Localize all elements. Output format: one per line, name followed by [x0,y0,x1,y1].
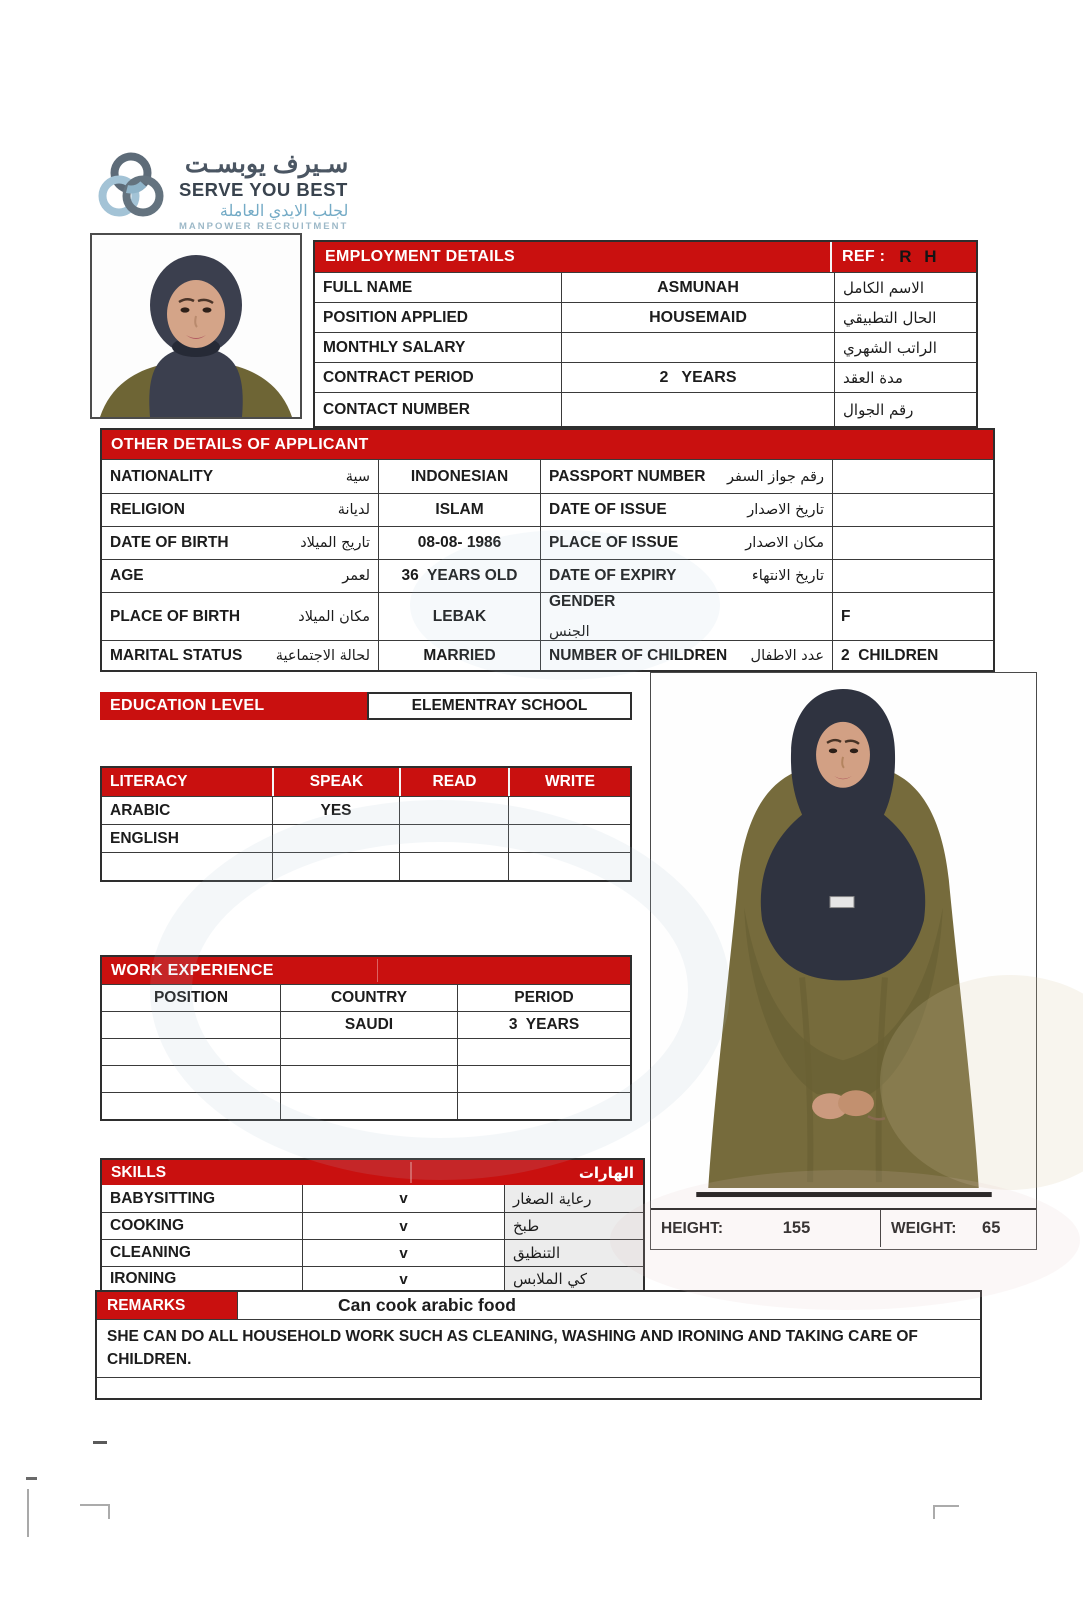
field-value: ASMUNAH [561,273,834,302]
field-value: F [832,593,993,640]
education-level-value: ELEMENTRAY SCHOOL [367,692,632,720]
applicant-portrait-photo [90,233,302,419]
scan-artifact-corner [933,1505,959,1519]
column-header: SPEAK [272,768,399,796]
field-value: INDONESIAN [378,460,540,493]
period-cell [457,1066,630,1092]
field-value [561,333,834,362]
other-details-table [100,428,995,672]
skill-label-arabic: طبخ [504,1213,643,1239]
read-cell [399,825,508,852]
scan-artifact-line [27,1489,29,1537]
column-header: PERIOD [457,985,630,1011]
logo-arabic-subtitle: لجلب الايدي العاملة [219,202,349,220]
table-row [102,493,993,526]
scan-artifact-dash [93,1441,107,1444]
remarks-headline: Can cook arabic food [237,1292,980,1319]
field-value: 08-08- 1986 [378,527,540,559]
table-row [315,272,976,302]
skills-title: SKILLS [111,1163,167,1181]
field-label-arabic: الحال التطبيقي [834,303,976,332]
field-label-arabic: رقم الجوال [834,393,976,426]
skill-check: v [302,1213,504,1239]
table-row [102,1185,643,1212]
field-label-arabic: مدة العقد [834,363,976,392]
remarks-section [95,1290,982,1400]
read-cell [399,853,508,880]
position-cell [102,1093,280,1119]
field-label-arabic: الاسم الكامل [834,273,976,302]
logo-text-block [179,146,348,232]
field-label: PLACE OF ISSUE مكان الاصدار [540,527,832,559]
table-row [102,559,993,592]
field-label: GENDER الجنس [540,593,832,640]
education-level-label: EDUCATION LEVEL [100,692,367,720]
field-value: 2 YEARS [561,363,834,392]
table-row [102,1092,630,1119]
skills-table [100,1158,645,1293]
body-stats-row [651,1210,1036,1247]
employment-details-table [313,240,978,428]
field-value [832,460,993,493]
skill-label: CLEANING [110,1244,191,1261]
column-header: LITERACY [102,768,272,796]
skill-label: IRONING [110,1270,177,1287]
skill-label-arabic: التنظيق [504,1240,643,1266]
table-row [102,1212,643,1239]
country-cell [280,1039,457,1065]
column-header: WRITE [508,768,630,796]
field-label: AGE لعمر [110,567,370,584]
field-value [561,393,834,426]
speak-cell [272,853,399,880]
employment-title: EMPLOYMENT DETAILS [315,242,830,272]
field-label: RELIGION لديانة [110,501,370,518]
position-cell [102,1039,280,1065]
work-experience-table [100,955,632,1121]
work-experience-header-row [102,984,630,1011]
remarks-empty-row [97,1377,980,1398]
table-row [315,332,976,362]
speak-cell: YES [272,797,399,824]
language-cell: ARABIC [110,801,171,819]
field-value: LEBAK [378,593,540,640]
country-cell [280,1066,457,1092]
skill-label: COOKING [110,1217,185,1234]
table-row [102,1065,630,1092]
field-value: MARRIED [378,641,540,670]
logo-subtitle: MANPOWER RECRUITMENT [179,220,349,232]
table-row [102,459,993,493]
period-cell [457,1093,630,1119]
table-row [102,1011,630,1038]
ref-cell [830,242,976,272]
table-row [102,852,630,880]
remarks-body: SHE CAN DO ALL HOUSEHOLD WORK SUCH AS CLEANING, WASHING AND IRONING AND TAKING CARE OF CHILDREN. [97,1319,980,1377]
field-value [832,560,993,592]
field-label: CONTRACT PERIOD [323,368,474,386]
employment-header-row [315,242,976,272]
language-cell: ENGLISH [110,829,179,847]
skill-check: v [302,1240,504,1266]
field-label: PASSPORT NUMBER رقم جواز السفر [540,460,832,493]
applicant-fullbody-photo-panel [650,672,1037,1250]
literacy-header-row [102,768,630,796]
table-row [102,526,993,559]
write-cell [508,797,630,824]
column-header: READ [399,768,508,796]
table-row [102,824,630,852]
logo-knot-icon [95,146,167,233]
skill-check: v [302,1185,504,1212]
speak-cell [272,825,399,852]
table-row [102,640,993,670]
table-row [102,592,993,640]
scan-artifact-dash [26,1477,37,1480]
table-row [315,302,976,332]
skill-label-arabic: كي الملابس [504,1267,643,1291]
column-header: POSITION [153,989,229,1006]
field-value: 2 CHILDREN [832,641,993,670]
table-row [315,362,976,392]
period-cell [457,1039,630,1065]
literacy-table [100,766,632,882]
write-cell [508,825,630,852]
skills-header-row [102,1160,643,1185]
height-value: 155 [782,1219,811,1237]
work-experience-title: WORK EXPERIENCE [102,957,630,984]
table-row [315,392,976,426]
field-value: ISLAM [378,494,540,526]
field-label: DATE OF BIRTH تاريج الميلاد [110,534,370,551]
applicant-fullbody-photo [651,673,1036,1210]
field-label: NUMBER OF CHILDREN عدد الاطفال [540,641,832,670]
skill-label: BABYSITTING [110,1189,216,1207]
field-label: FULL NAME [323,278,413,296]
period-cell: 3 YEARS [457,1012,630,1038]
position-cell [102,1012,280,1038]
table-row [102,1266,643,1291]
remarks-title: REMARKS [97,1292,237,1319]
weight-label: WEIGHT: [891,1219,957,1237]
field-label: DATE OF EXPIRY تاريخ الانتهاء [540,560,832,592]
field-value: HOUSEMAID [561,303,834,332]
remarks-header-row [97,1292,980,1319]
country-cell: SAUDI [280,1012,457,1038]
field-value: 36 YEARS OLD [378,560,540,592]
agency-logo [95,146,348,233]
field-label: DATE OF ISSUE تاريخ الاصدار [540,494,832,526]
other-details-title: OTHER DETAILS OF APPLICANT [102,430,993,459]
country-cell [280,1093,457,1119]
logo-arabic-title: سـيرف يوبسـت [184,150,349,178]
skill-check: v [302,1267,504,1291]
height-label: HEIGHT: [661,1219,723,1237]
table-row [102,1239,643,1266]
scan-artifact-corner [80,1504,110,1519]
field-label: PLACE OF BIRTH مكان الميلاد [110,607,370,625]
ref-value: R H [899,247,941,266]
field-value [832,527,993,559]
field-label: MONTHLY SALARY [323,338,466,356]
field-label: POSITION APPLIED [323,308,468,326]
field-label: CONTACT NUMBER [323,400,470,418]
write-cell [508,853,630,880]
language-cell [102,853,272,880]
field-label: NATIONALITY سية [110,467,370,485]
field-label: MARITAL STATUS لحالة الاجتماعية [110,646,370,664]
field-value [832,494,993,526]
skills-title-arabic: الهارات [578,1163,634,1182]
weight-value: 65 [982,1219,1001,1237]
weight-cell [881,1210,1036,1247]
ref-label: REF : [842,248,886,265]
skill-label-arabic: رعاية الصغار [504,1185,643,1212]
position-cell [102,1066,280,1092]
field-label-arabic: الراتب الشهري [834,333,976,362]
read-cell [399,797,508,824]
table-row [102,796,630,824]
table-row [102,1038,630,1065]
column-header: COUNTRY [280,985,457,1011]
logo-title: SERVE YOU BEST [179,179,348,200]
height-cell [651,1210,881,1247]
